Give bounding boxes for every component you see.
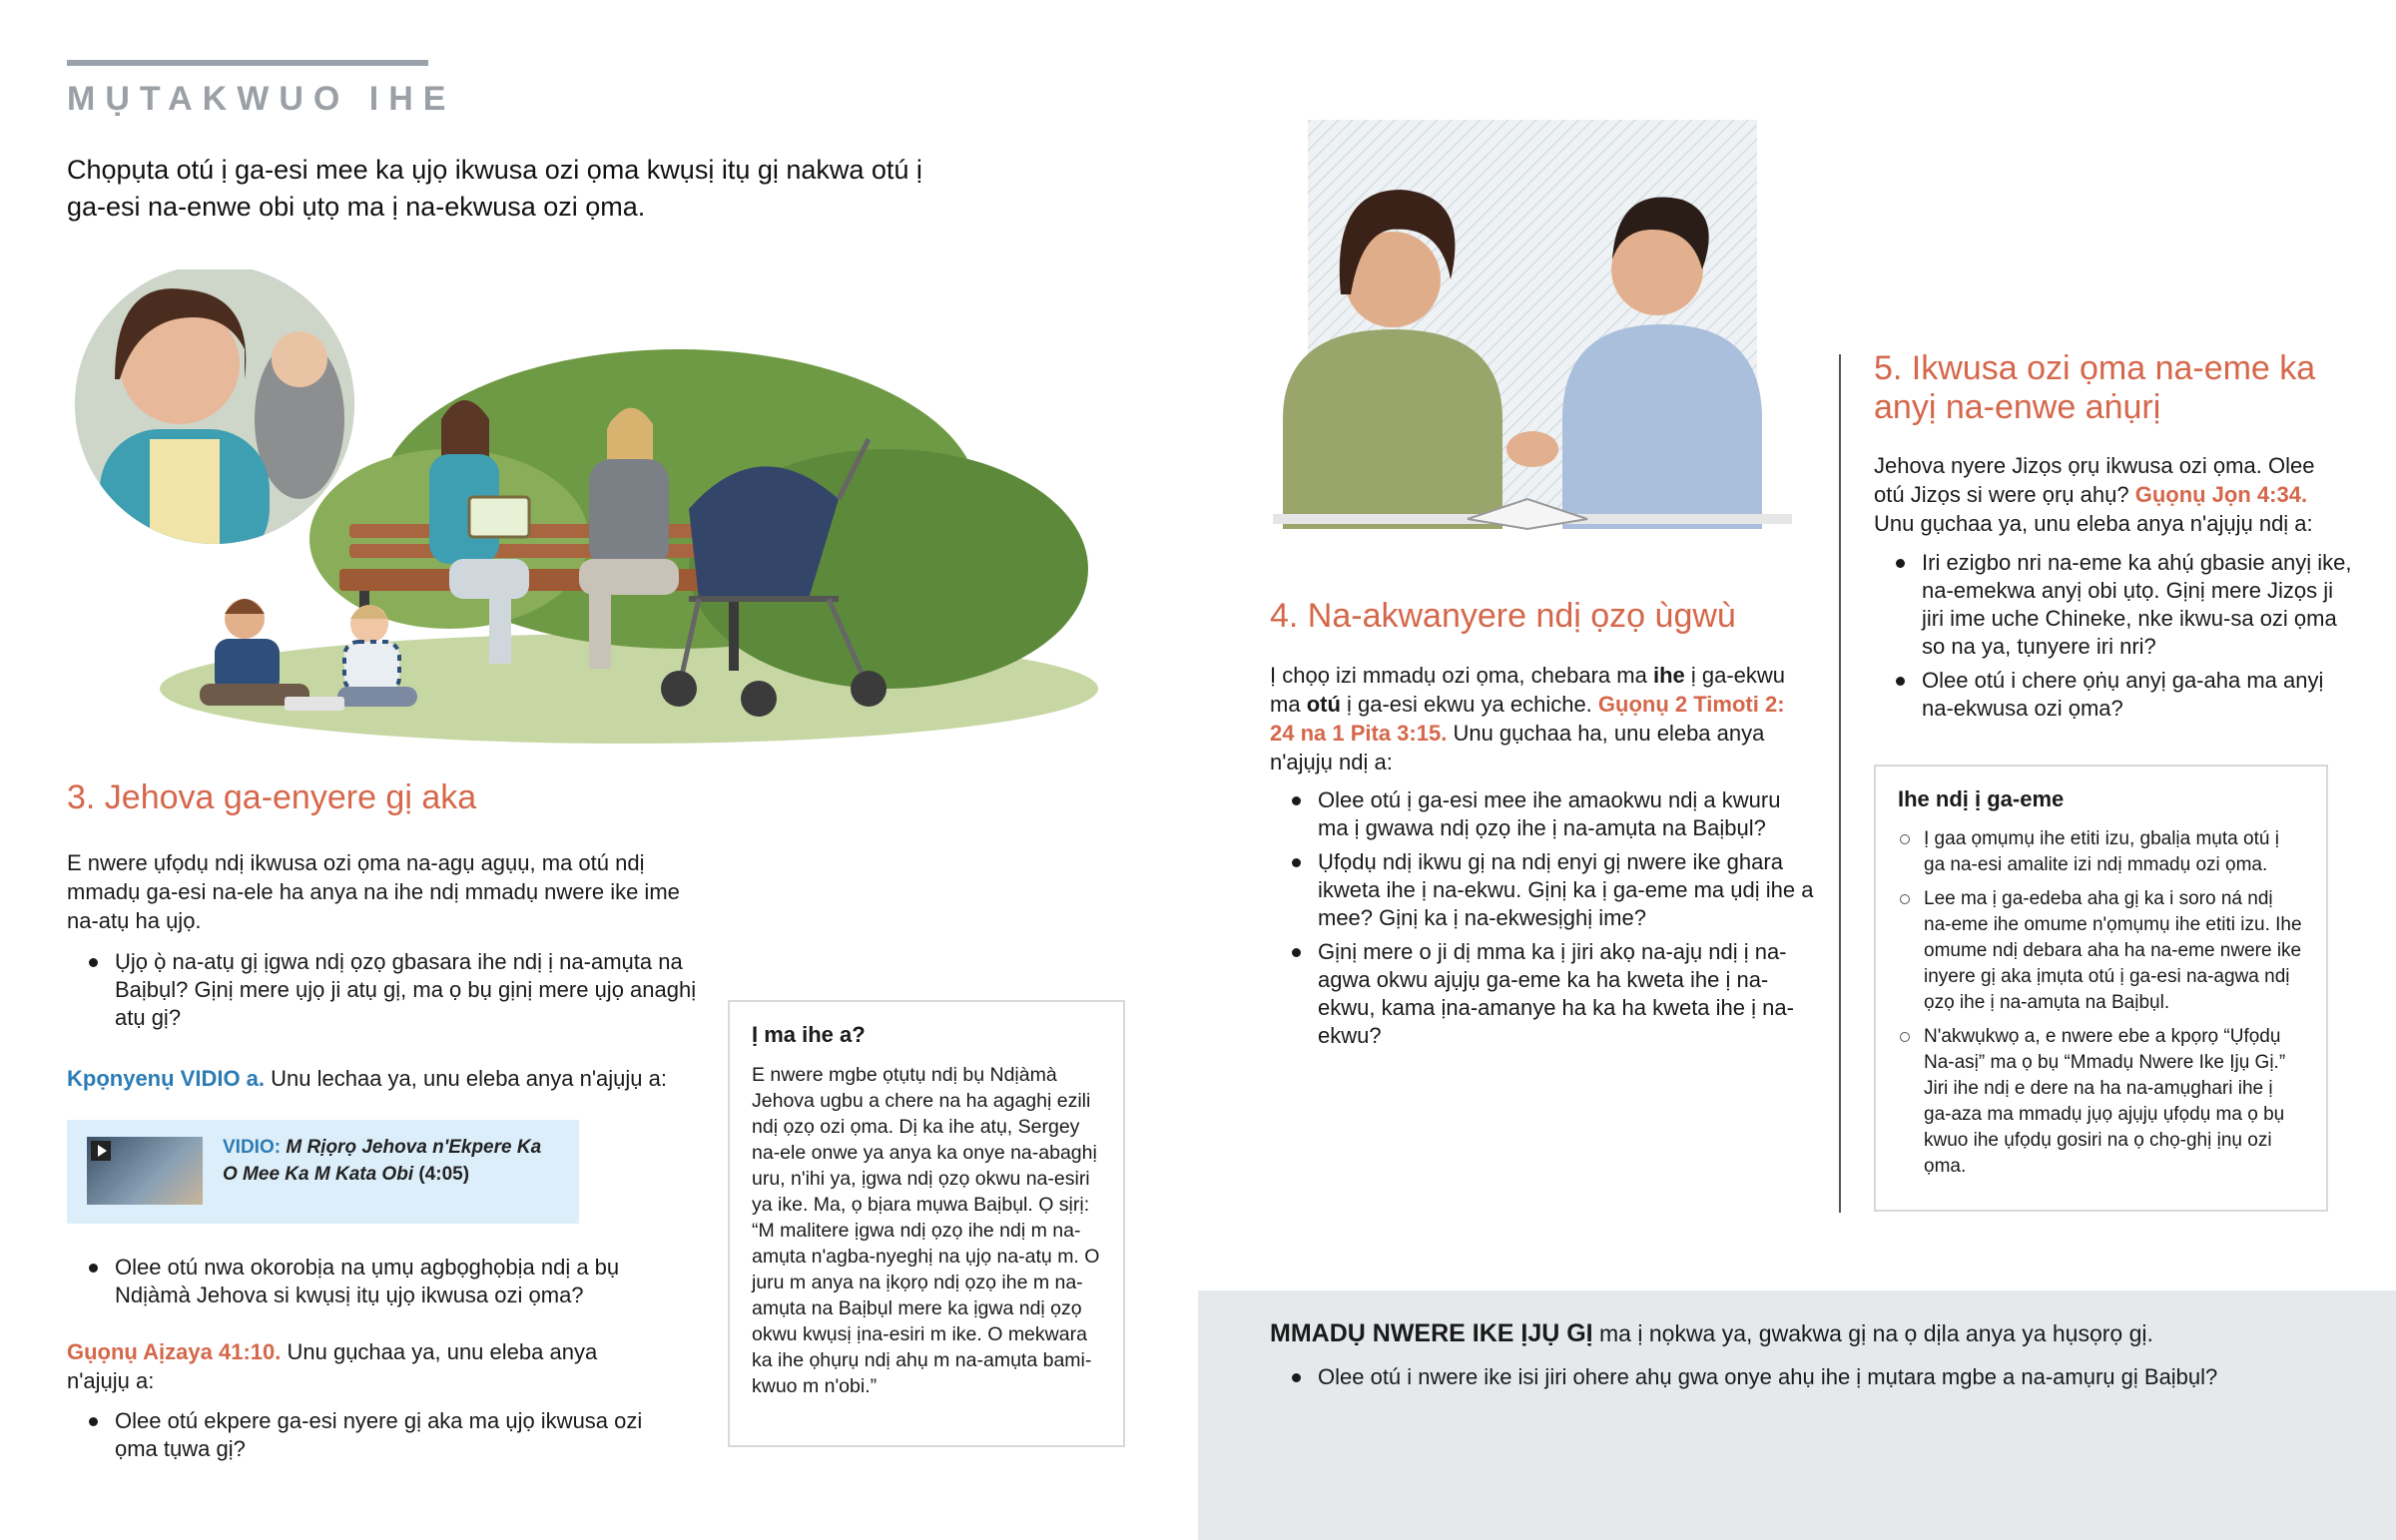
video-prompt-label[interactable]: Kpọnyenụ VIDIO a. [67, 1066, 266, 1091]
section-5-question: Olee otú i chere ọṅụ anyị ga-aha ma anyị na-ekwusa ozi ọma? [1874, 667, 2353, 723]
scripture-prompt-text: Unu gụchaa ya, unu eleba anya n'ajụjụ a: [67, 1339, 598, 1393]
video-thumbnail[interactable] [87, 1137, 203, 1205]
section-3-question-list [67, 948, 706, 1038]
section-4-intro-part: ị ga-ekwu ma [1270, 663, 1786, 717]
section-kicker: MỤTAKWUO IHE [67, 80, 456, 118]
section-3-heading: 3. Jehova ga-enyere gị aka [67, 778, 477, 816]
did-you-know-title: Ị ma ihe a? [752, 1022, 866, 1047]
man-hand [1506, 431, 1558, 467]
did-you-know-box [728, 1000, 1125, 1447]
scripture-prompt [67, 1337, 666, 1395]
play-icon[interactable] [91, 1141, 111, 1161]
section-4-intro-emphasis: ihe [1652, 663, 1685, 688]
inset-background-woman-head [272, 331, 327, 387]
section-5-question-list [1874, 549, 2353, 729]
stroller-wheel [851, 671, 887, 707]
things-to-do-item: Ị gaa ọmụmụ ihe etiti izu, gbalịa mụta otú ị ga na-esi amalite izi ndị mmadụ ozi ọma. [1898, 826, 2304, 878]
bench-back-2 [349, 544, 749, 558]
things-to-do-title: Ihe ndị ị ga-eme [1898, 786, 2065, 811]
section-4-heading: 4. Na-akwanyere ndị ọzọ ùgwù [1270, 597, 1736, 635]
woman-shirt [1283, 329, 1502, 529]
section-3-intro: E nwere ụfọdụ ndị ikwusa ozi ọma na-agụ agụụ, ma otú ndị mmadụ ga-esi na-ele ha anya na ihe ndị mmadụ nwere ike ime na-atụ ha ụjọ. [67, 850, 680, 933]
things-to-do-list [1898, 826, 2304, 1180]
bench-leg [729, 591, 739, 671]
section-5-intro-text: Jehova nyere Jizọs ọrụ ikwusa ozi ọma. Olee otú Jizọs si were ọrụ ahụ? [1874, 453, 2315, 507]
bench-back-1 [349, 524, 749, 538]
someone-may-ask-question: Olee otú i nwere ike isi jiri ohere ahụ gwa onye ahụ ihe ị mụtara mgbe a na-amụrụ gị Baịbụl? [1270, 1363, 2368, 1391]
video-card[interactable] [67, 1120, 579, 1224]
section-3-question-list-2 [67, 1254, 686, 1315]
section-4-intro-part: ị ga-esi ekwu ya echiche. [1340, 692, 1598, 717]
section-3-question-list-3 [67, 1407, 666, 1469]
video-caption[interactable] [223, 1134, 552, 1188]
section-5-question: Iri ezigbo nri na-eme ka ahụ́ gbasie anyị ike, na-emekwa anyị obi ụtọ. Gịnị mere Jizọs ji jiri ime uche Chineke, nke ikwu-sa ozi ọma so na ya, tụnyere iri nri? [1874, 549, 2353, 661]
someone-may-ask-question-list [1270, 1363, 2368, 1397]
blonde-woman-jacket [589, 459, 669, 569]
section-5-intro-text: Unu gụchaa ya, unu eleba anya n'ajụjụ ndị a: [1874, 511, 2313, 536]
things-to-do-box [1874, 765, 2328, 1212]
someone-may-ask-label: MMADỤ NWERE IKE ỊJỤ GỊ [1270, 1319, 1593, 1347]
video-label: VIDIO: [223, 1137, 282, 1158]
scripture-reference[interactable]: Gụọnụ 2 Timoti 2: 24 na 1 Pita 3:15. [1270, 692, 1785, 746]
section-4-question-list [1270, 786, 1817, 1056]
toddler-shirt [344, 642, 399, 692]
bench-seat [339, 569, 759, 591]
someone-may-ask-lead [1270, 1319, 2368, 1348]
things-to-do-item: N'akwụkwọ a, e nwere ebe a kpọrọ “Ụfọdụ Na-asị” ma ọ bụ “Mmadụ Nwere Ike Ịjụ Gị.” Jiri ihe ndị e dere na ha na-amụghari ihe ị ga-aza ma mmadụ jụọ ajụjụ ụfọdụ ma ọ bụ kwuo ihe ụfọdụ gosiri na ọ chọ-ghị ịnụ ozi ọma. [1898, 1024, 2304, 1180]
scripture-reference[interactable]: Gụọnụ Aịzaya 41:10. [67, 1339, 282, 1364]
section-5-intro [1874, 451, 2343, 538]
inset-girl-top [150, 439, 220, 549]
column-divider [1839, 354, 1841, 1213]
video-title: M Rịọrọ Jehova n'Ekpere Ka O Mee Ka M Kata Obi [223, 1137, 542, 1185]
stroller-wheel [661, 671, 697, 707]
boy-hair [225, 599, 265, 614]
someone-may-ask-text: ma ị nọkwa ya, gwakwa gị na ọ dịla anya ya hụsọrọ gị. [1592, 1320, 2153, 1346]
video-prompt [67, 1064, 726, 1093]
section-4-question: Gịnị mere o ji dị mma ka ị jiri akọ na-ajụ ndị ị na-agwa okwu ajụjụ ga-eme ka ha kweta ihe ị na-ekwu, kama ịna-amanye ha ka ha kweta ihe ị na-ekwu? [1270, 938, 1817, 1050]
scripture-reference[interactable]: Gụọnụ Jọn 4:34. [2134, 482, 2308, 507]
toddler-legs [337, 687, 417, 707]
did-you-know-text: E nwere mgbe ọtụtụ ndị bụ Ndịàmà Jehova ugbu a chere na ha agaghị ezili ndị ọzọ ozi ọma. Dị ka ihe atụ, Sergey na-ele onwe ya anya ka onye na-abaghị uru, n'ihi ya, ịgwa ndị ọzọ okwu na-esiri ya ike. Ma, ọ bịara mụwa Baịbụl. Ọ sịrị: “M malitere ịgwa ndị ọzọ ihe ndị m na-amụta n'agba-nyeghị na ụjọ na-atụ m. O juru m anya na ịkọrọ ndị ọzọ ihe m na-amụta na Baịbụl mere ka ịgwa ndị ọzọ okwu kwụsị ịna-esiri m ike. O mekwara ka ihe ọhụrụ ndị ahụ m na-amụta bami-kwuo m n'obi.” [752, 1064, 1100, 1397]
section-4-question: Ụfọdụ ndị ikwu gị na ndị enyi gị nwere ike ghara ikweta ihe ị na-ekwu. Gịnị ka ị ga-eme ma ụdị ihe a mee? Gịnị ka ị na-ekwesịghị ime? [1270, 848, 1817, 932]
intro-paragraph: Chọpụta otú ị ga-esi mee ka ụjọ ikwusa ozi ọma kwụsị itụ gị nakwa otú ị ga-esi na-enwe obi ụtọ ma ị na-ekwusa ozi ọma. [67, 155, 922, 222]
video-duration: (4:05) [413, 1164, 470, 1185]
section-3-question: Olee otú nwa okorobịa na ụmụ agbọghọbịa ndị a bụ Ndịàmà Jehova si kwụsị itụ ụjọ ikwusa ozi ọma? [67, 1254, 686, 1309]
stroller-wheel [741, 681, 777, 717]
section-3-question: Olee otú ekpere ga-esi nyere gị aka ma ụjọ ikwusa ozi ọma tụwa gị? [67, 1407, 666, 1463]
section-4-intro-emphasis: otú [1306, 692, 1341, 717]
woman-leg [489, 589, 511, 664]
man-shirt [1562, 324, 1762, 529]
section-4-intro-part: Unu gụchaa ha, unu eleba anya n'ajụjụ ndị a: [1270, 721, 1765, 774]
section-3-question: Ụjọ ọ̀ na-atụ gị ịgwa ndị ọzọ gbasara ihe ndị ị na-amụta na Baịbụl? Gịnị mere ụjọ ji atụ gị, ma ọ bụ gịnị mere ụjọ anaghị atụ gị? [67, 948, 706, 1032]
park-scene-illustration [70, 269, 1108, 759]
section-4-question: Olee otú ị ga-esi mee ihe amaokwu ndị a kwuru ma ị gwawa ndị ọzọ ihe ị na-amụta na Baịbụl? [1270, 786, 1817, 842]
header-rule [67, 60, 428, 66]
blonde-woman-leg [589, 589, 611, 669]
conversation-illustration [1253, 120, 1792, 559]
section-4-intro-part: Ị chọọ izi mmadụ ozi ọma, chebara ma [1270, 663, 1653, 688]
section-5-heading: 5. Ikwusa ozi ọma na-eme ka anyị na-enwe aṅụrị [1874, 349, 2316, 426]
video-prompt-text: Unu lechaa ya, unu eleba anya n'ajụjụ a: [265, 1066, 667, 1091]
puzzle-pieces [285, 697, 344, 711]
section-4-intro [1270, 661, 1809, 776]
tablet [469, 497, 529, 537]
things-to-do-item: Lee ma ị ga-edeba aha gị ka i soro ná ndị na-eme ihe omume n'ọmụmụ ihe etiti izu. Ihe omume ndị debara aha ha na-eme nwere ike inyere gị aka ịmụta otú ị ga-esi na-agwa ndị ọzọ ihe ị na-amụta na Baịbụl. [1898, 886, 2304, 1016]
